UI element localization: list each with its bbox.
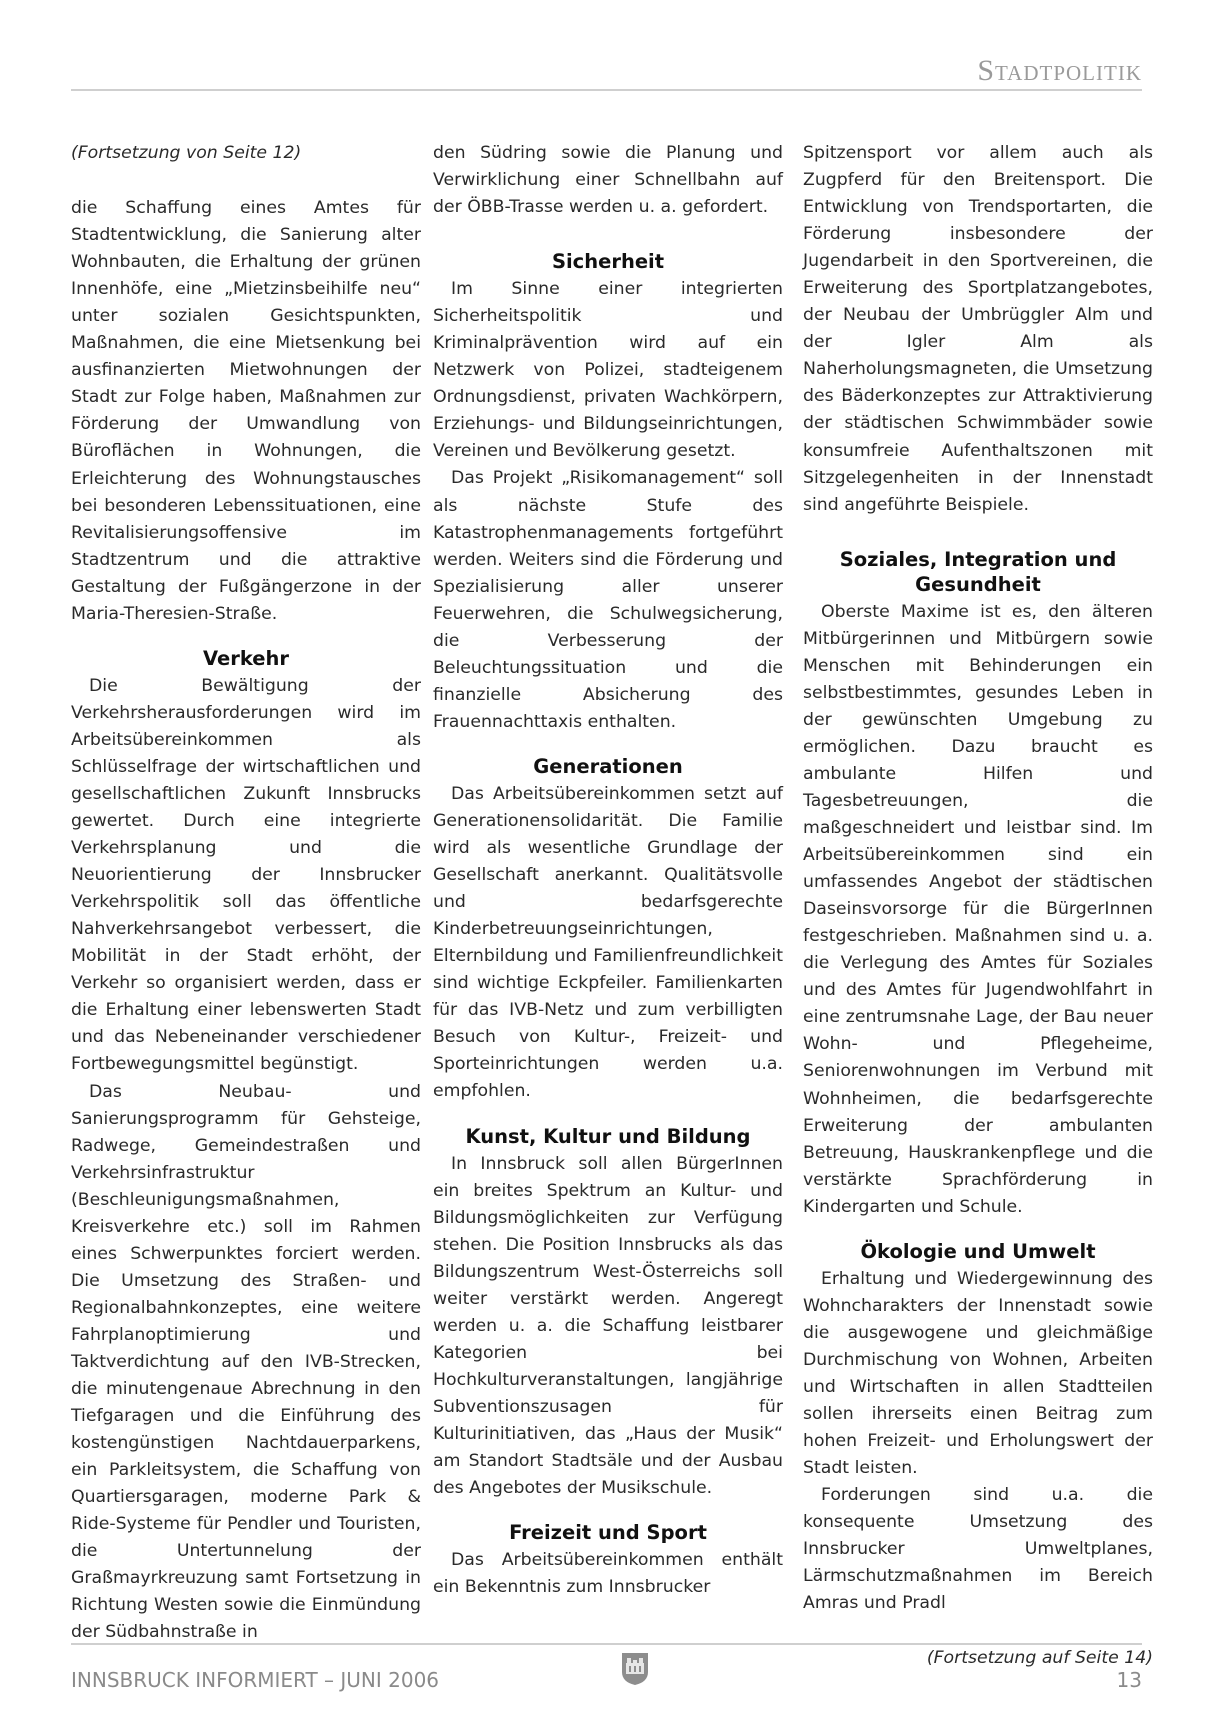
header-rule [71,89,1142,91]
heading-sicherheit: Sicherheit [551,250,665,274]
column-1 [71,140,421,1646]
paragraph: Das Neubau- und Sanierungsprogramm für Gehsteige, Radwege, Gemeindestraßen und Verkehrsinfrastruktur (Beschleunigungsmaßnahmen, Kreisverkehre etc.) soll im Rahmen eines Schwerpunktes forciert werden. Die Umsetzung des Straßen- und Regionalbahnkonzeptes, eine weitere Fahrplanoptimierung und Taktverdichtung auf den IVB-Strecken, die minutengenaue Abrechnung in den Tiefgaragen und die Einführung des kostengünstigen Nachtdauerparkens, ein Parkleitsystem, die Schaffung von Quartiersgaragen, moderne Park & Ride-Systeme für Pendler und Touristen, die Untertunnelung der Graßmayrkreuzung samt Fortsetzung in Richtung Westen sowie die Einmündung der Südbahnstraße in [71,1081,421,1643]
paragraph: Das Arbeitsübereinkommen enthält ein Bekenntnis zum Innsbrucker [433,1550,783,1598]
paragraph: In Innsbruck soll allen BürgerInnen ein breites Spektrum an Kultur- und Bildungsmöglichkeiten zur Verfügung stehen. Die Position Innsbrucks als das Bildungszentrum West-Österreichs soll weiter verstärkt werden. Angeregt werden u. a. die Schaffung leistbarer Kategorien bei Hochkulturveranstaltungen, langjährige Subventionszusagen für Kulturinitiativen, das „Haus der Musik“ am Standort Stadtsäle und der Ausbau des Angebotes der Musikschule. [433,1153,783,1499]
paragraph: Das Arbeitsübereinkommen setzt auf Generationensolidarität. Die Familie wird als wesentliche Grundlage der Gesellschaft anerkannt. Qualitätsvolle und bedarfsgerechte Kinderbetreuungseinrichtungen, Elternbildung und Familienfreundlichkeit sind wichtige Eckpfeiler. Familienkarten für das IVB-Netz und zum verbilligten Besuch von Kultur-, Freizeit- und Sporteinrichtungen werden u.a. empfohlen. [433,783,783,1102]
publication-title: INNSBRUCK INFORMIERT – JUNI 2006 [71,1668,440,1692]
heading-generationen: Generationen [533,754,683,778]
page-number: 13 [1116,1668,1142,1692]
continued-from-note: (Fortsetzung von Seite 12) [71,143,302,163]
paragraph: Die Bewältigung der Verkehrsherausforderungen wird im Arbeitsübereinkommen als Schlüsselfrage der wirtschaftlichen und gesellschaftlichen Zukunft Innsbrucks gewertet. Durch eine integrierte Verkehrsplanung und die Neuorientierung der Innsbrucker Verkehrspolitik soll das öffentliche Nahverkehrsangebot verbessert, die Mobilität in der Stadt erhöht, der Verkehr so organisiert werden, dass er die Erhaltung einer lebenswerten Stadt und das Nebeneinander verschiedener Fortbewegungsmittel begünstigt. [71,675,421,1075]
column-2 [433,140,783,1601]
paragraph: den Südring sowie die Planung und Verwirklichung einer Schnellbahn auf der ÖBB-Trasse werden u. a. gefordert. [433,143,783,218]
paragraph: Erhaltung und Wiedergewinnung des Wohncharakters der Innenstadt sowie die ausgewogene und gleichmäßige Durchmischung von Wohnen, Arbeiten und Wirtschaften in allen Stadtteilen sollen ihrerseits einen Beitrag zum hohen Freizeit- und Erholungswert der Stadt leisten. [803,1268,1153,1479]
column-3 [803,140,1153,1672]
heading-oekologie: Ökologie und Umwelt [860,1239,1096,1263]
heading-soziales: Soziales, Integration und Gesundheit [839,547,1117,596]
heading-verkehr: Verkehr [202,646,290,670]
heading-kultur: Kunst, Kultur und Bildung [465,1124,751,1148]
continued-to-note: (Fortsetzung auf Seite 14) [926,1648,1153,1669]
section-label: Stadtpolitik [977,54,1142,87]
paragraph: Im Sinne einer integrierten Sicherheitspolitik und Kriminalprävention wird auf ein Netzwerk von Polizei, stadteigenem Ordnungsdienst, privaten Wachkörpern, Erziehungs- und Bildungseinrichtungen, Vereinen und Bevölkerung gesetzt. [433,279,783,462]
paragraph: Forderungen sind u.a. die konsequente Umsetzung des Innsbrucker Umweltplanes, Lärmschutzmaßnahmen im Bereich Amras und Pradl [803,1485,1153,1614]
heading-freizeit: Freizeit und Sport [509,1521,707,1545]
footer-rule [71,1643,1142,1645]
paragraph: Das Projekt „Risikomanagement“ soll als nächste Stufe des Katastrophenmanagements fortgeführt werden. Weiters sind die Förderung und Spezialisierung aller unserer Feuerwehren, die Schulwegsicherung, die Verbesserung der Beleuchtungssituation und die finanzielle Absicherung des Frauennachttaxis enthalten. [433,468,783,732]
innsbruck-coat-of-arms-icon [621,1652,649,1686]
paragraph: die Schaffung eines Amtes für Stadtentwicklung, die Sanierung alter Wohnbauten, die Erhaltung der grünen Innenhöfe, eine „Mietzinsbeihilfe neu“ unter sozialen Gesichtspunkten, Maßnahmen, die eine Mietsenkung bei ausfinanzierten Mietwohnungen der Stadt zur Folge haben, Maßnahmen zur Förderung der Umwandlung von Büroflächen in Wohnungen, die Erleichterung des Wohnungstausches bei besonderen Lebenssituationen, eine Revitalisierungsoffensive im Stadtzentrum und die attraktive Gestaltung der Fußgängerzone in der Maria-Theresien-Straße. [71,198,421,624]
paragraph: Oberste Maxime ist es, den älteren Mitbürgerinnen und Mitbürgern sowie Menschen mit Behinderungen ein selbstbestimmtes, gesundes Leben in der gewünschten Umgebung zu ermöglichen. Dazu braucht es ambulante Hilfen und Tagesbetreuungen, die maßgeschneidert und leistbar sind. Im Arbeitsübereinkommen sind ein umfassendes Angebot der städtischen Daseinsvorsorge für die BürgerInnen festgeschrieben. Maßnahmen sind u. a. die Verlegung des Amtes für Soziales und des Amtes für Jugendwohlfahrt in eine zentrumsnahe Lage, der Bau neuer Wohn- und Pflegeheime, Seniorenwohnungen im Verbund mit Wohnheimen, die bedarfsgerechte Erweiterung der ambulanten Betreuung, Hauskrankenpflege und die verstärkte Sprachförderung in Kindergarten und Schule. [803,601,1153,1217]
paragraph: Spitzensport vor allem auch als Zugpferd für den Breitensport. Die Entwicklung von Trendsportarten, die Förderung insbesondere der Jugendarbeit in den Sportvereinen, die Erweiterung des Sportplatzangebotes, der Neubau der Umbrüggler Alm und der Igler Alm als Naherholungsmagneten, die Umsetzung des Bäderkonzeptes zur Attraktivierung der städtischen Schwimmbäder sowie konsumfreie Aufenthaltszonen mit Sitzgelegenheiten in der Innenstadt sind angeführte Beispiele. [803,143,1153,515]
